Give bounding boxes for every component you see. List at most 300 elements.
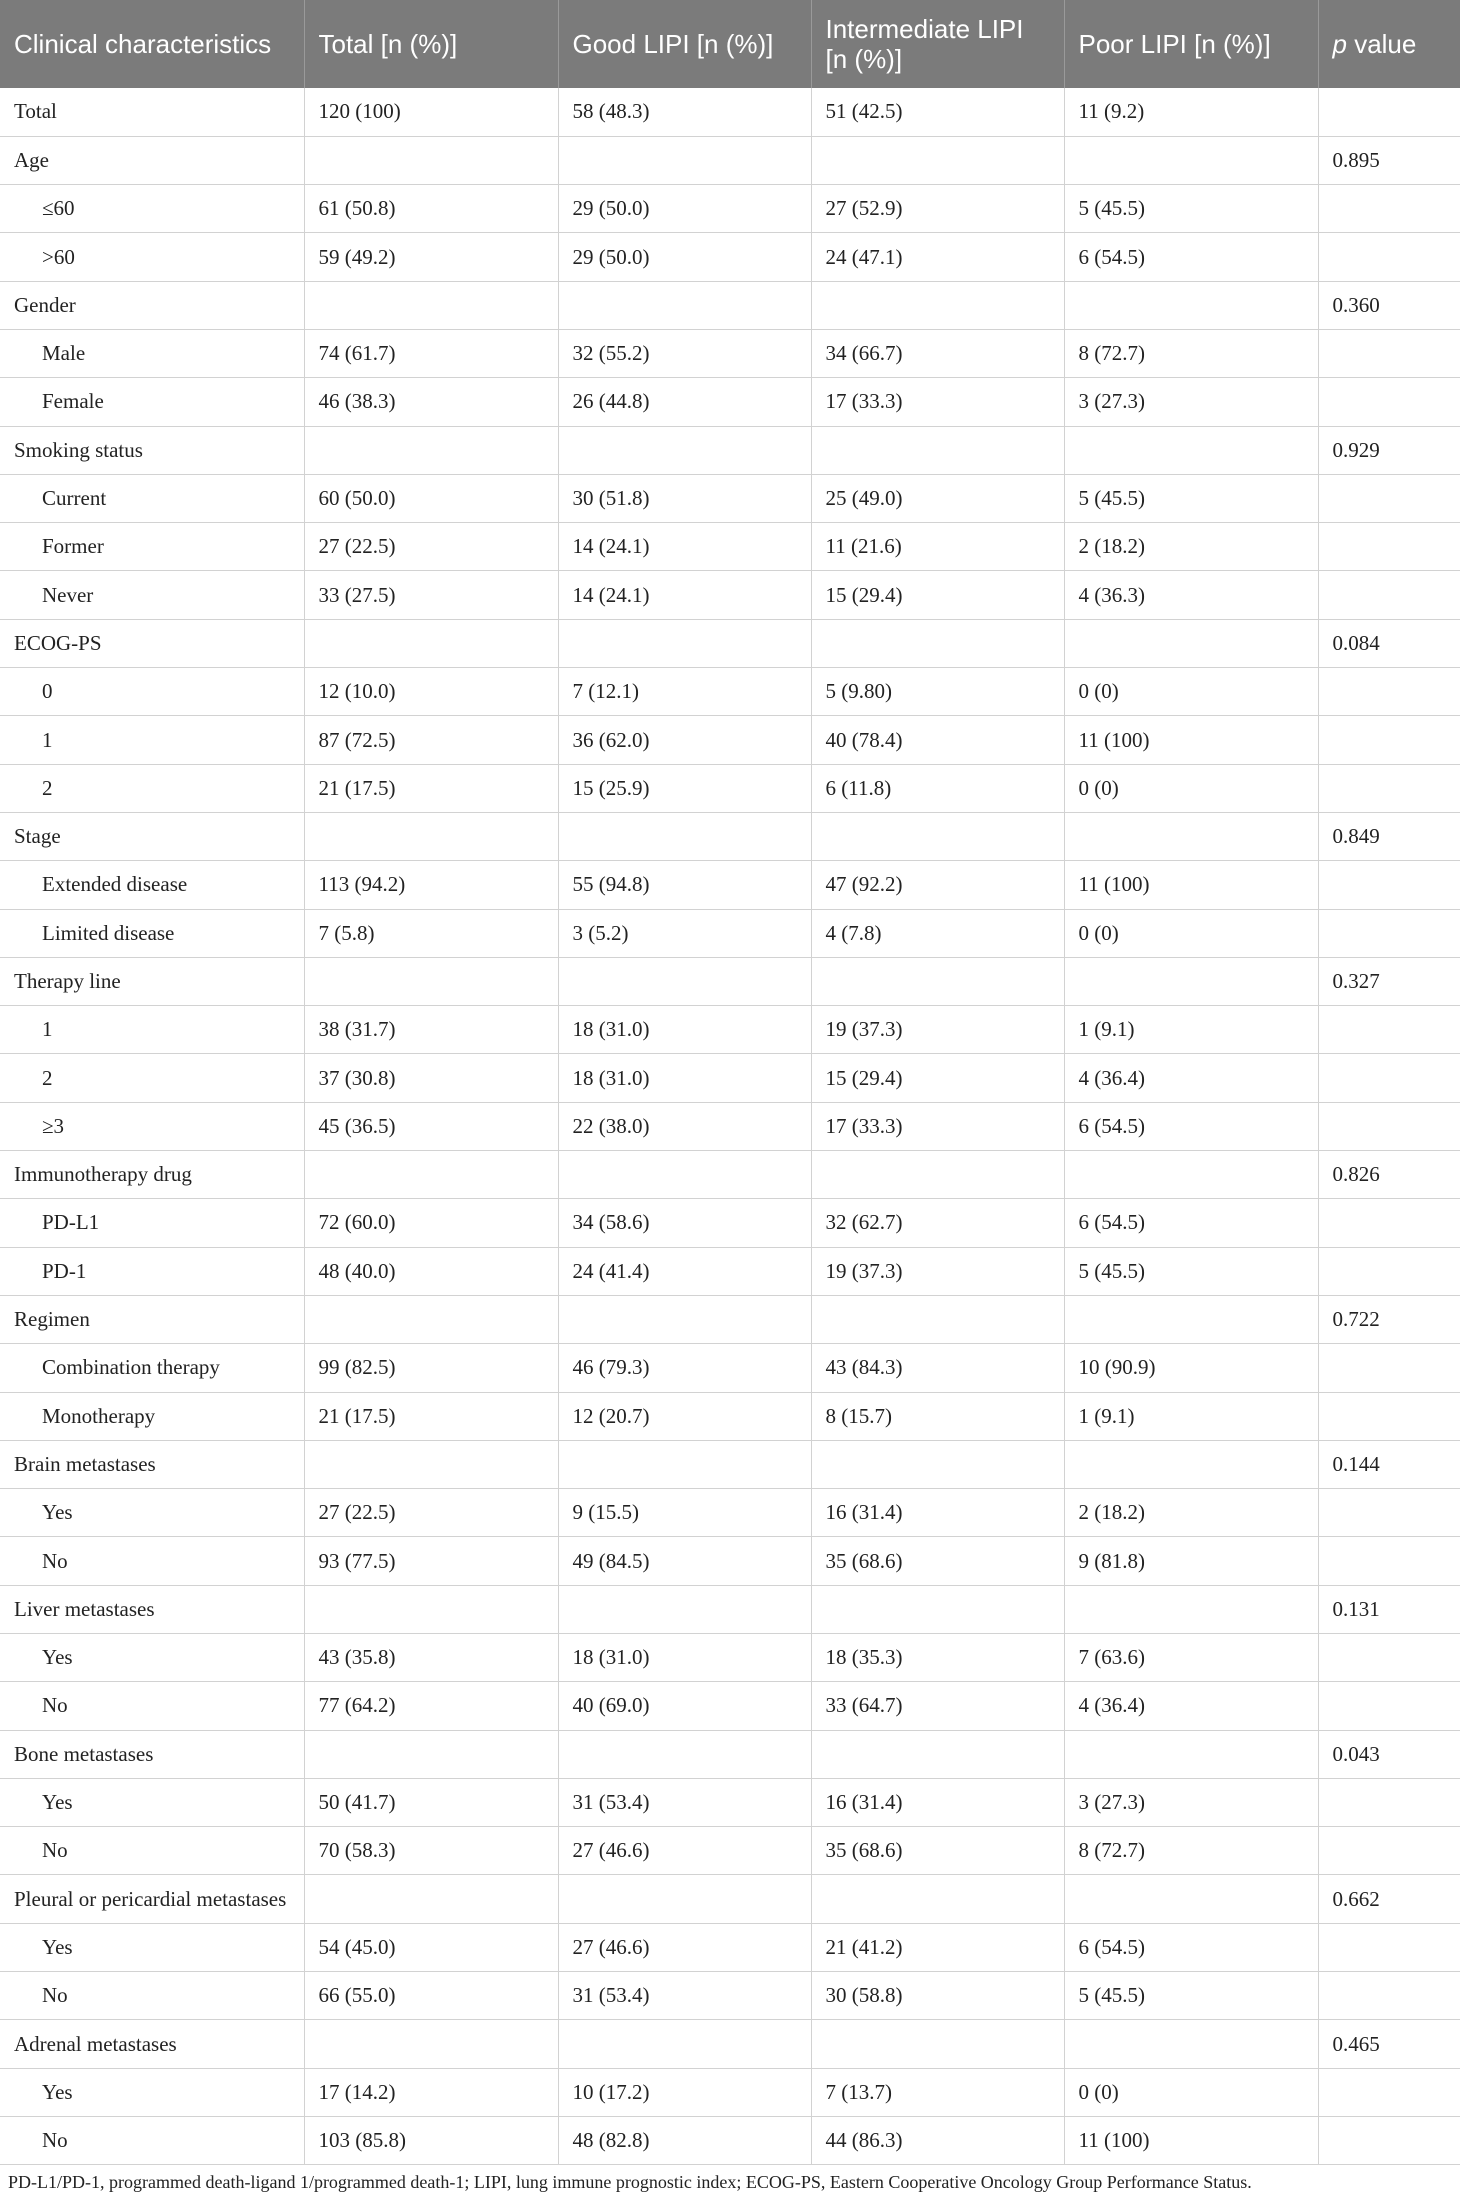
poor-lipi-cell: 7 (63.6): [1064, 1634, 1318, 1682]
table-row-category: [0, 1585, 1460, 1633]
poor-lipi-cell: 6 (54.5): [1064, 1102, 1318, 1150]
intermediate-lipi-cell: 44 (86.3): [811, 2116, 1064, 2164]
p-value-cell: [1318, 1778, 1460, 1826]
good-lipi-cell: [558, 426, 811, 474]
intermediate-lipi-cell: [811, 812, 1064, 860]
intermediate-lipi-cell: [811, 1585, 1064, 1633]
table-row-category: [0, 136, 1460, 184]
total-cell: 27 (22.5): [304, 523, 558, 571]
table-row-subgroup: [0, 1054, 1460, 1102]
characteristic-cell: ECOG-PS: [0, 619, 304, 667]
table-row-category: [0, 426, 1460, 474]
intermediate-lipi-cell: 18 (35.3): [811, 1634, 1064, 1682]
characteristic-cell: Yes: [0, 1778, 304, 1826]
good-lipi-cell: 9 (15.5): [558, 1489, 811, 1537]
total-cell: 43 (35.8): [304, 1634, 558, 1682]
total-cell: 59 (49.2): [304, 233, 558, 281]
p-value-cell: 0.929: [1318, 426, 1460, 474]
poor-lipi-cell: 4 (36.4): [1064, 1682, 1318, 1730]
good-lipi-cell: [558, 1585, 811, 1633]
total-cell: 12 (10.0): [304, 668, 558, 716]
total-cell: [304, 1440, 558, 1488]
good-lipi-cell: 31 (53.4): [558, 1972, 811, 2020]
intermediate-lipi-cell: 16 (31.4): [811, 1778, 1064, 1826]
p-value-cell: [1318, 1537, 1460, 1585]
total-cell: 113 (94.2): [304, 861, 558, 909]
total-cell: [304, 1295, 558, 1343]
p-value-cell: [1318, 1247, 1460, 1295]
p-value-cell: [1318, 474, 1460, 522]
p-value-cell: [1318, 1199, 1460, 1247]
poor-lipi-cell: 5 (45.5): [1064, 474, 1318, 522]
header-total: Total [n (%)]: [304, 0, 558, 88]
table-row-category: [0, 812, 1460, 860]
intermediate-lipi-cell: 15 (29.4): [811, 571, 1064, 619]
poor-lipi-cell: 3 (27.3): [1064, 378, 1318, 426]
total-cell: 38 (31.7): [304, 1006, 558, 1054]
p-value-cell: 0.849: [1318, 812, 1460, 860]
total-cell: [304, 2020, 558, 2068]
intermediate-lipi-cell: 40 (78.4): [811, 716, 1064, 764]
poor-lipi-cell: [1064, 281, 1318, 329]
good-lipi-cell: 18 (31.0): [558, 1054, 811, 1102]
poor-lipi-cell: 6 (54.5): [1064, 1923, 1318, 1971]
table-body: [0, 88, 1460, 2165]
p-value-cell: [1318, 88, 1460, 136]
total-cell: 74 (61.7): [304, 329, 558, 377]
p-value-cell: [1318, 1682, 1460, 1730]
table-row-subgroup: [0, 185, 1460, 233]
good-lipi-cell: 18 (31.0): [558, 1634, 811, 1682]
intermediate-lipi-cell: 32 (62.7): [811, 1199, 1064, 1247]
good-lipi-cell: 30 (51.8): [558, 474, 811, 522]
table-row-category: [0, 281, 1460, 329]
characteristic-cell: ≥3: [0, 1102, 304, 1150]
total-cell: 21 (17.5): [304, 764, 558, 812]
characteristic-cell: 1: [0, 716, 304, 764]
total-cell: 103 (85.8): [304, 2116, 558, 2164]
p-value-cell: [1318, 571, 1460, 619]
good-lipi-cell: 12 (20.7): [558, 1392, 811, 1440]
good-lipi-cell: [558, 1875, 811, 1923]
good-lipi-cell: 14 (24.1): [558, 571, 811, 619]
characteristic-cell: Never: [0, 571, 304, 619]
intermediate-lipi-cell: [811, 1151, 1064, 1199]
table-row-subgroup: [0, 716, 1460, 764]
intermediate-lipi-cell: 11 (21.6): [811, 523, 1064, 571]
good-lipi-cell: 55 (94.8): [558, 861, 811, 909]
characteristic-cell: Smoking status: [0, 426, 304, 474]
characteristic-cell: 1: [0, 1006, 304, 1054]
good-lipi-cell: [558, 281, 811, 329]
good-lipi-cell: [558, 619, 811, 667]
total-cell: [304, 426, 558, 474]
total-cell: 7 (5.8): [304, 909, 558, 957]
characteristic-cell: 0: [0, 668, 304, 716]
characteristic-cell: Yes: [0, 1634, 304, 1682]
total-cell: 33 (27.5): [304, 571, 558, 619]
poor-lipi-cell: [1064, 1585, 1318, 1633]
intermediate-lipi-cell: 21 (41.2): [811, 1923, 1064, 1971]
p-value-cell: [1318, 861, 1460, 909]
p-value-cell: [1318, 1344, 1460, 1392]
good-lipi-cell: 34 (58.6): [558, 1199, 811, 1247]
good-lipi-cell: 18 (31.0): [558, 1006, 811, 1054]
good-lipi-cell: 10 (17.2): [558, 2068, 811, 2116]
poor-lipi-cell: 10 (90.9): [1064, 1344, 1318, 1392]
characteristic-cell: Female: [0, 378, 304, 426]
good-lipi-cell: 24 (41.4): [558, 1247, 811, 1295]
characteristic-cell: No: [0, 1827, 304, 1875]
intermediate-lipi-cell: [811, 136, 1064, 184]
p-value-cell: [1318, 1972, 1460, 2020]
total-cell: 46 (38.3): [304, 378, 558, 426]
p-value-cell: [1318, 1634, 1460, 1682]
good-lipi-cell: 29 (50.0): [558, 185, 811, 233]
characteristic-cell: Combination therapy: [0, 1344, 304, 1392]
p-value-cell: [1318, 523, 1460, 571]
characteristic-cell: Yes: [0, 1489, 304, 1537]
table-row-category: [0, 957, 1460, 1005]
table-row-subgroup: [0, 523, 1460, 571]
intermediate-lipi-cell: [811, 1730, 1064, 1778]
intermediate-lipi-cell: 34 (66.7): [811, 329, 1064, 377]
poor-lipi-cell: [1064, 2020, 1318, 2068]
p-value-cell: [1318, 2068, 1460, 2116]
good-lipi-cell: 36 (62.0): [558, 716, 811, 764]
poor-lipi-cell: 0 (0): [1064, 2068, 1318, 2116]
total-cell: [304, 619, 558, 667]
intermediate-lipi-cell: 5 (9.80): [811, 668, 1064, 716]
intermediate-lipi-cell: 35 (68.6): [811, 1537, 1064, 1585]
characteristic-cell: Current: [0, 474, 304, 522]
table-row-subgroup: [0, 1972, 1460, 2020]
characteristic-cell: Total: [0, 88, 304, 136]
good-lipi-cell: [558, 2020, 811, 2068]
table-header-row: [0, 0, 1460, 88]
table-row-subgroup: [0, 668, 1460, 716]
p-value-cell: 0.327: [1318, 957, 1460, 1005]
characteristic-cell: Former: [0, 523, 304, 571]
intermediate-lipi-cell: [811, 1440, 1064, 1488]
total-cell: 120 (100): [304, 88, 558, 136]
table-row-category: [0, 1730, 1460, 1778]
poor-lipi-cell: 5 (45.5): [1064, 1972, 1318, 2020]
p-value-cell: [1318, 233, 1460, 281]
good-lipi-cell: 14 (24.1): [558, 523, 811, 571]
poor-lipi-cell: 3 (27.3): [1064, 1778, 1318, 1826]
poor-lipi-cell: [1064, 1151, 1318, 1199]
p-value-cell: 0.826: [1318, 1151, 1460, 1199]
total-cell: 66 (55.0): [304, 1972, 558, 2020]
table-row-category: [0, 1875, 1460, 1923]
p-value-cell: [1318, 716, 1460, 764]
p-value-cell: [1318, 1006, 1460, 1054]
good-lipi-cell: 27 (46.6): [558, 1923, 811, 1971]
intermediate-lipi-cell: 8 (15.7): [811, 1392, 1064, 1440]
good-lipi-cell: 46 (79.3): [558, 1344, 811, 1392]
p-value-cell: 0.084: [1318, 619, 1460, 667]
total-cell: 87 (72.5): [304, 716, 558, 764]
good-lipi-cell: 40 (69.0): [558, 1682, 811, 1730]
table-row-subgroup: [0, 378, 1460, 426]
good-lipi-cell: [558, 957, 811, 1005]
table-row-subgroup: [0, 2068, 1460, 2116]
table-row-category: [0, 2020, 1460, 2068]
poor-lipi-cell: 1 (9.1): [1064, 1006, 1318, 1054]
characteristic-cell: Limited disease: [0, 909, 304, 957]
table-row-subgroup: [0, 329, 1460, 377]
header-intermediate-lipi: Intermediate LIPI [n (%)]: [811, 0, 1064, 88]
p-value-cell: 0.465: [1318, 2020, 1460, 2068]
p-value-cell: [1318, 2116, 1460, 2164]
characteristic-cell: PD-L1: [0, 1199, 304, 1247]
poor-lipi-cell: [1064, 957, 1318, 1005]
poor-lipi-cell: [1064, 426, 1318, 474]
header-poor-lipi: Poor LIPI [n (%)]: [1064, 0, 1318, 88]
good-lipi-cell: [558, 1295, 811, 1343]
intermediate-lipi-cell: 15 (29.4): [811, 1054, 1064, 1102]
total-cell: 48 (40.0): [304, 1247, 558, 1295]
characteristic-cell: Liver metastases: [0, 1585, 304, 1633]
table-row-category: [0, 619, 1460, 667]
poor-lipi-cell: 0 (0): [1064, 764, 1318, 812]
table-row-subgroup: [0, 1778, 1460, 1826]
characteristic-cell: Stage: [0, 812, 304, 860]
table-row-subgroup: [0, 1489, 1460, 1537]
poor-lipi-cell: [1064, 1730, 1318, 1778]
characteristic-cell: >60: [0, 233, 304, 281]
total-cell: 70 (58.3): [304, 1827, 558, 1875]
characteristic-cell: ≤60: [0, 185, 304, 233]
intermediate-lipi-cell: 33 (64.7): [811, 1682, 1064, 1730]
table-row-subgroup: [0, 1006, 1460, 1054]
table-row-category: [0, 1151, 1460, 1199]
total-cell: 21 (17.5): [304, 1392, 558, 1440]
table-row-subgroup: [0, 1923, 1460, 1971]
poor-lipi-cell: [1064, 619, 1318, 667]
table-row-subgroup: [0, 474, 1460, 522]
poor-lipi-cell: 2 (18.2): [1064, 523, 1318, 571]
table-row-subgroup: [0, 861, 1460, 909]
total-cell: 77 (64.2): [304, 1682, 558, 1730]
intermediate-lipi-cell: [811, 1295, 1064, 1343]
total-cell: [304, 136, 558, 184]
total-cell: 99 (82.5): [304, 1344, 558, 1392]
poor-lipi-cell: 1 (9.1): [1064, 1392, 1318, 1440]
intermediate-lipi-cell: 43 (84.3): [811, 1344, 1064, 1392]
characteristic-cell: No: [0, 1682, 304, 1730]
characteristic-cell: Yes: [0, 2068, 304, 2116]
intermediate-lipi-cell: [811, 2020, 1064, 2068]
total-cell: 45 (36.5): [304, 1102, 558, 1150]
header-clinical-characteristics: Clinical characteristics: [0, 0, 304, 88]
table-row-subgroup: [0, 764, 1460, 812]
intermediate-lipi-cell: 19 (37.3): [811, 1247, 1064, 1295]
p-value-cell: 0.131: [1318, 1585, 1460, 1633]
table-row-subgroup: [0, 2116, 1460, 2164]
poor-lipi-cell: [1064, 812, 1318, 860]
table-row-category: [0, 1440, 1460, 1488]
p-value-cell: [1318, 378, 1460, 426]
good-lipi-cell: 15 (25.9): [558, 764, 811, 812]
table-row-subgroup: [0, 233, 1460, 281]
good-lipi-cell: [558, 1151, 811, 1199]
poor-lipi-cell: 8 (72.7): [1064, 1827, 1318, 1875]
poor-lipi-cell: 0 (0): [1064, 668, 1318, 716]
total-cell: [304, 1875, 558, 1923]
good-lipi-cell: 27 (46.6): [558, 1827, 811, 1875]
p-value-cell: 0.895: [1318, 136, 1460, 184]
characteristic-cell: Regimen: [0, 1295, 304, 1343]
characteristic-cell: Extended disease: [0, 861, 304, 909]
table-row-subgroup: [0, 1827, 1460, 1875]
table-row-subgroup: [0, 1102, 1460, 1150]
good-lipi-cell: 26 (44.8): [558, 378, 811, 426]
poor-lipi-cell: 6 (54.5): [1064, 1199, 1318, 1247]
good-lipi-cell: [558, 812, 811, 860]
poor-lipi-cell: 9 (81.8): [1064, 1537, 1318, 1585]
table-row-subgroup: [0, 1537, 1460, 1585]
characteristic-cell: Yes: [0, 1923, 304, 1971]
table-row-subgroup: [0, 909, 1460, 957]
intermediate-lipi-cell: 19 (37.3): [811, 1006, 1064, 1054]
total-cell: 37 (30.8): [304, 1054, 558, 1102]
total-cell: 50 (41.7): [304, 1778, 558, 1826]
poor-lipi-cell: [1064, 1295, 1318, 1343]
good-lipi-cell: 58 (48.3): [558, 88, 811, 136]
poor-lipi-cell: 4 (36.3): [1064, 571, 1318, 619]
total-cell: [304, 1585, 558, 1633]
header-good-lipi: Good LIPI [n (%)]: [558, 0, 811, 88]
total-cell: 54 (45.0): [304, 1923, 558, 1971]
intermediate-lipi-cell: 17 (33.3): [811, 378, 1064, 426]
intermediate-lipi-cell: 35 (68.6): [811, 1827, 1064, 1875]
intermediate-lipi-cell: [811, 426, 1064, 474]
poor-lipi-cell: 2 (18.2): [1064, 1489, 1318, 1537]
p-value-cell: [1318, 1054, 1460, 1102]
characteristic-cell: Brain metastases: [0, 1440, 304, 1488]
characteristic-cell: No: [0, 1972, 304, 2020]
good-lipi-cell: [558, 136, 811, 184]
p-value-cell: 0.360: [1318, 281, 1460, 329]
total-cell: 27 (22.5): [304, 1489, 558, 1537]
poor-lipi-cell: [1064, 1440, 1318, 1488]
intermediate-lipi-cell: [811, 1875, 1064, 1923]
table-footnote: PD-L1/PD-1, programmed death-ligand 1/programmed death-1; LIPI, lung immune prognostic index; ECOG-PS, Eastern Cooperative Oncology Group Performance Status.: [8, 2172, 1252, 2192]
p-value-cell: [1318, 185, 1460, 233]
intermediate-lipi-cell: 17 (33.3): [811, 1102, 1064, 1150]
good-lipi-cell: 22 (38.0): [558, 1102, 811, 1150]
poor-lipi-cell: [1064, 136, 1318, 184]
total-cell: 60 (50.0): [304, 474, 558, 522]
intermediate-lipi-cell: 7 (13.7): [811, 2068, 1064, 2116]
p-value-cell: 0.662: [1318, 1875, 1460, 1923]
total-cell: [304, 1151, 558, 1199]
table-row-subgroup: [0, 1199, 1460, 1247]
intermediate-lipi-cell: 16 (31.4): [811, 1489, 1064, 1537]
good-lipi-cell: 32 (55.2): [558, 329, 811, 377]
characteristic-cell: 2: [0, 1054, 304, 1102]
poor-lipi-cell: 11 (100): [1064, 861, 1318, 909]
p-value-cell: [1318, 668, 1460, 716]
poor-lipi-cell: [1064, 1875, 1318, 1923]
table-row-subgroup: [0, 1344, 1460, 1392]
p-value-cell: 0.144: [1318, 1440, 1460, 1488]
p-value-cell: 0.043: [1318, 1730, 1460, 1778]
total-cell: [304, 812, 558, 860]
total-cell: 72 (60.0): [304, 1199, 558, 1247]
table-row-category: [0, 88, 1460, 136]
poor-lipi-cell: 11 (100): [1064, 716, 1318, 764]
intermediate-lipi-cell: 30 (58.8): [811, 1972, 1064, 2020]
characteristic-cell: Bone metastases: [0, 1730, 304, 1778]
intermediate-lipi-cell: 6 (11.8): [811, 764, 1064, 812]
table-row-subgroup: [0, 571, 1460, 619]
poor-lipi-cell: 8 (72.7): [1064, 329, 1318, 377]
total-cell: [304, 957, 558, 1005]
characteristic-cell: Gender: [0, 281, 304, 329]
good-lipi-cell: 49 (84.5): [558, 1537, 811, 1585]
p-value-cell: 0.722: [1318, 1295, 1460, 1343]
total-cell: 93 (77.5): [304, 1537, 558, 1585]
poor-lipi-cell: 5 (45.5): [1064, 185, 1318, 233]
p-value-cell: [1318, 764, 1460, 812]
characteristic-cell: Monotherapy: [0, 1392, 304, 1440]
p-value-cell: [1318, 1392, 1460, 1440]
poor-lipi-cell: 0 (0): [1064, 909, 1318, 957]
total-cell: 61 (50.8): [304, 185, 558, 233]
good-lipi-cell: 7 (12.1): [558, 668, 811, 716]
characteristic-cell: No: [0, 2116, 304, 2164]
characteristic-cell: Therapy line: [0, 957, 304, 1005]
poor-lipi-cell: 11 (9.2): [1064, 88, 1318, 136]
table-row-subgroup: [0, 1682, 1460, 1730]
p-value-cell: [1318, 1827, 1460, 1875]
characteristic-cell: Pleural or pericardial metastases: [0, 1875, 304, 1923]
intermediate-lipi-cell: [811, 957, 1064, 1005]
poor-lipi-cell: 5 (45.5): [1064, 1247, 1318, 1295]
good-lipi-cell: 48 (82.8): [558, 2116, 811, 2164]
table-row-subgroup: [0, 1392, 1460, 1440]
characteristic-cell: PD-1: [0, 1247, 304, 1295]
poor-lipi-cell: 6 (54.5): [1064, 233, 1318, 281]
good-lipi-cell: [558, 1440, 811, 1488]
p-value-cell: [1318, 1923, 1460, 1971]
p-value-cell: [1318, 1102, 1460, 1150]
p-value-cell: [1318, 329, 1460, 377]
characteristic-cell: No: [0, 1537, 304, 1585]
poor-lipi-cell: 11 (100): [1064, 2116, 1318, 2164]
intermediate-lipi-cell: 47 (92.2): [811, 861, 1064, 909]
table-row-category: [0, 1295, 1460, 1343]
good-lipi-cell: 31 (53.4): [558, 1778, 811, 1826]
good-lipi-cell: 3 (5.2): [558, 909, 811, 957]
intermediate-lipi-cell: [811, 281, 1064, 329]
good-lipi-cell: [558, 1730, 811, 1778]
p-value-cell: [1318, 1489, 1460, 1537]
total-cell: [304, 1730, 558, 1778]
characteristic-cell: Age: [0, 136, 304, 184]
intermediate-lipi-cell: 4 (7.8): [811, 909, 1064, 957]
header-p-value: p value: [1332, 29, 1417, 59]
intermediate-lipi-cell: 24 (47.1): [811, 233, 1064, 281]
characteristic-cell: 2: [0, 764, 304, 812]
table-row-subgroup: [0, 1247, 1460, 1295]
intermediate-lipi-cell: 25 (49.0): [811, 474, 1064, 522]
intermediate-lipi-cell: 27 (52.9): [811, 185, 1064, 233]
total-cell: [304, 281, 558, 329]
